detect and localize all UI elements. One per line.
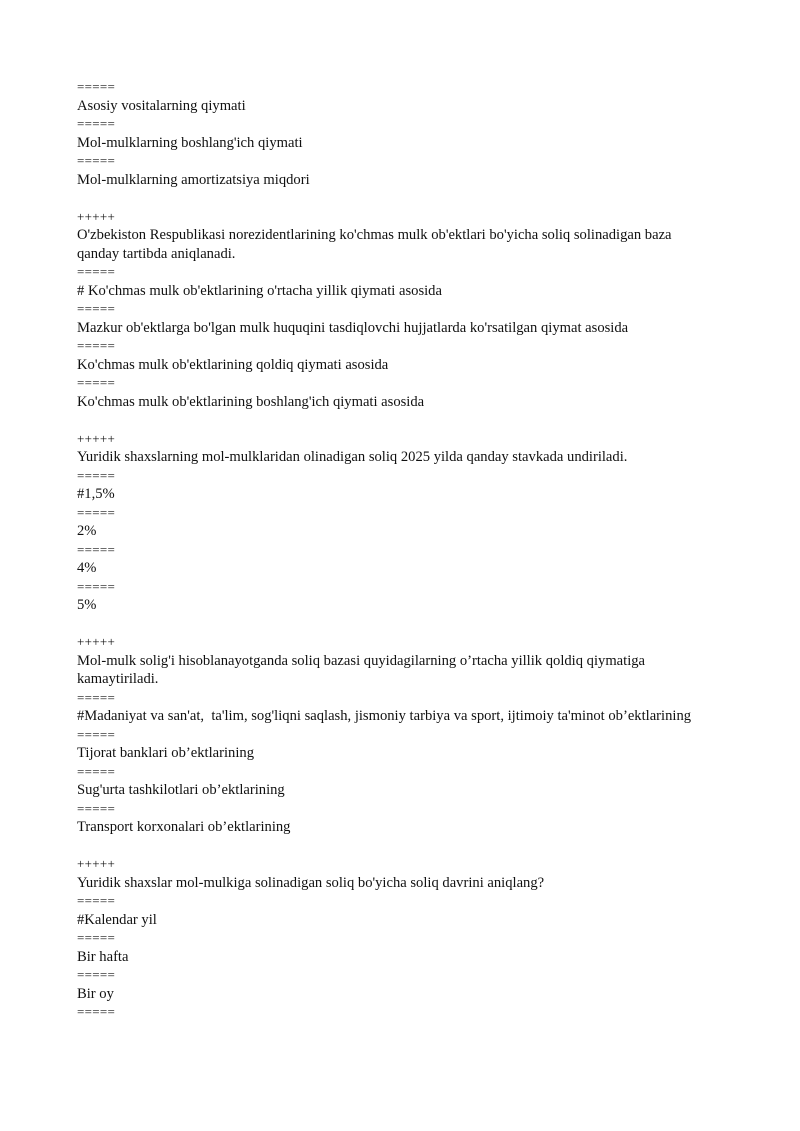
separator: ===== — [77, 79, 116, 94]
question-text: Yuridik shaxslarning mol-mulklaridan olinadigan soliq 2025 yilda qanday stavkada undiriladi. — [77, 449, 628, 465]
answer-option: Bir oy — [77, 985, 114, 1002]
answer-option: Mol-mulklarning amortizatsiya miqdori — [77, 171, 310, 188]
answer-option: # Ko'chmas mulk ob'ektlarining o'rtacha yillik qiymati asosida — [77, 282, 442, 299]
answer-option: 4% — [77, 560, 97, 576]
section-marker: +++++ — [77, 634, 116, 649]
section-marker: +++++ — [77, 430, 116, 446]
separator: ===== — [77, 930, 116, 945]
question-block — [77, 633, 717, 837]
answer-option: Ko'chmas mulk ob'ektlarining boshlang'ich qiymati asosida — [77, 393, 425, 410]
answer-option: Mazkur ob'ektlarga bo'lgan mulk huquqini tasdiqlovchi hujjatlarda ko'rsatilgan qiymat asosida — [77, 319, 629, 336]
answer-option: Transport korxonalari ob’ektlarining — [77, 819, 291, 835]
answer-option: Mol-mulklarning boshlang'ich qiymati — [77, 134, 303, 151]
separator: ===== — [77, 763, 116, 779]
separator: ===== — [77, 338, 116, 353]
answer-option: #Kalendar yil — [77, 911, 157, 928]
separator: ===== — [77, 116, 116, 131]
answer-option: Ko'chmas mulk ob'ektlarining qoldiq qiymati asosida — [77, 356, 389, 373]
question-text: Mol-mulk solig'i hisoblanayotganda soliq bazasi quyidagilarning o’rtacha yillik qoldiq qiymatiga kamaytiriladi. — [77, 652, 649, 687]
answer-option: #1,5% — [77, 486, 115, 502]
section-marker: +++++ — [77, 856, 116, 871]
question-text: O'zbekiston Respublikasi norezidentlarining ko'chmas mulk ob'ektlari bo'yicha soliq solinadigan baza qanday tartibda aniqlanadi. — [77, 227, 676, 262]
separator: ===== — [77, 726, 116, 742]
separator: ===== — [77, 264, 116, 279]
question-block — [77, 208, 717, 412]
answer-option: Tijorat banklari ob’ektlarining — [77, 745, 254, 761]
answer-option: Bir hafta — [77, 948, 129, 965]
separator: ===== — [77, 153, 116, 168]
separator: ===== — [77, 541, 116, 557]
question-block — [77, 855, 717, 1022]
separator: ===== — [77, 967, 116, 982]
separator: ===== — [77, 689, 116, 705]
answer-option: Sug'urta tashkilotlari ob’ektlarining — [77, 782, 285, 798]
separator: ===== — [77, 375, 116, 390]
separator: ===== — [77, 301, 116, 316]
answer-option: #Madaniyat va san'at, ta'lim, sog'liqni saqlash, jismoniy tarbiya va sport, ijtimoiy ta'minot ob’ektlarining — [77, 708, 692, 724]
question-block — [77, 430, 717, 615]
answer-option: 5% — [77, 597, 97, 613]
separator: ===== — [77, 578, 116, 594]
separator: ===== — [77, 800, 116, 816]
question-block — [77, 78, 717, 189]
answer-option: 2% — [77, 523, 97, 539]
document-page — [77, 78, 717, 1022]
separator: ===== — [77, 504, 116, 520]
separator: ===== — [77, 1004, 116, 1019]
separator: ===== — [77, 467, 116, 483]
question-text: Yuridik shaxslar mol-mulkiga solinadigan soliq bo'yicha soliq davrini aniqlang? — [77, 874, 545, 891]
section-marker: +++++ — [77, 208, 116, 224]
answer-option: Asosiy vositalarning qiymati — [77, 97, 246, 114]
separator: ===== — [77, 893, 116, 908]
